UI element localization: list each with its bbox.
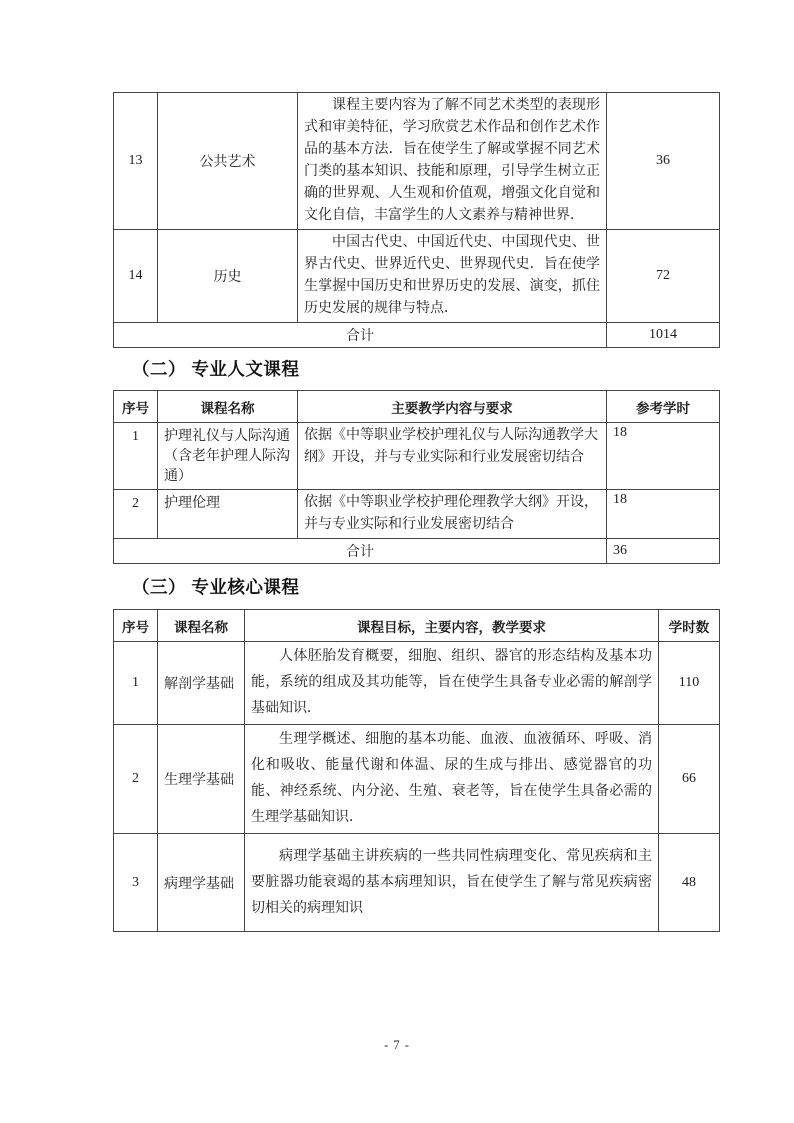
col-header-no: 序号: [114, 391, 158, 423]
course-name: 公共艺术: [158, 93, 298, 230]
course-content: [245, 834, 659, 932]
course-hours: 66: [659, 725, 720, 834]
col-header-hours: 参考学时: [607, 391, 720, 423]
course-content: 依据《中等职业学校护理伦理教学大纲》开设，并与专业实际和行业发展密切结合: [298, 490, 607, 539]
course-content-text: 病理学基础主讲疾病的一些共同性病理变化、常见疾病和主要脏器功能衰竭的基本病理知识，旨在使学生了解与常见疾病密切相关的病理知识: [251, 848, 652, 916]
header-row: [114, 391, 720, 423]
table-row: [114, 230, 720, 323]
core-courses-table: [113, 609, 720, 932]
section-title-humanities: （二） 专业人文课程: [132, 359, 300, 379]
total-label: 合计: [114, 539, 607, 564]
course-hours: 48: [659, 834, 720, 932]
course-hours: 110: [659, 642, 720, 725]
total-hours: 36: [607, 539, 720, 564]
course-content-text: 中国古代史、中国近代史、中国现代史、世界古代史、世界近代史、世界现代史．旨在使学生掌握中国历史和世界历史的发展、演变，抓住历史发展的规律与特点．: [304, 235, 600, 316]
header-row: [114, 610, 720, 642]
col-header-content: 主要教学内容与要求: [298, 391, 607, 423]
col-header-name: 课程名称: [158, 391, 298, 423]
total-row: [114, 323, 720, 348]
public-basic-courses-table: [113, 92, 720, 348]
course-no: 2: [114, 490, 158, 539]
course-no: 1: [114, 423, 158, 490]
course-hours: 18: [607, 423, 720, 490]
course-name: 解剖学基础: [158, 642, 245, 725]
table-row: [114, 490, 720, 539]
course-hours: 72: [607, 230, 720, 323]
total-row: [114, 539, 720, 564]
table-row: [114, 423, 720, 490]
col-header-content: 课程目标，主要内容，教学要求: [245, 610, 659, 642]
course-no: 13: [114, 93, 158, 230]
course-content: [245, 725, 659, 834]
course-content: [298, 230, 607, 323]
total-label: 合计: [114, 323, 607, 348]
col-header-hours: 学时数: [659, 610, 720, 642]
total-hours: 1014: [607, 323, 720, 348]
course-content: 依据《中等职业学校护理礼仪与人际沟通教学大纲》开设，并与专业实际和行业发展密切结合: [298, 423, 607, 490]
course-no: 1: [114, 642, 158, 725]
course-no: 2: [114, 725, 158, 834]
page-content: [113, 0, 719, 932]
course-name: 历史: [158, 230, 298, 323]
page-number: - 7 -: [384, 1038, 410, 1052]
section-title-core: （三） 专业核心课程: [132, 577, 300, 597]
course-content-text: 生理学概述、细胞的基本功能、血液、血液循环、呼吸、消化和吸收、能量代谢和体温、尿的生成与排出、感觉器官的功能、神经系统、内分泌、生殖、衰老等，旨在使学生具备必需的生理学基础知识．: [251, 732, 652, 825]
table-row: [114, 725, 720, 834]
table-row: [114, 93, 720, 230]
course-content: [245, 642, 659, 725]
course-no: 3: [114, 834, 158, 932]
course-name: 护理伦理: [158, 490, 298, 539]
course-no: 14: [114, 230, 158, 323]
table-row: [114, 642, 720, 725]
course-content-text: 课程主要内容为了解不同艺术类型的表现形式和审美特征，学习欣赏艺术作品和创作艺术作品的基本方法．旨在使学生了解或掌握不同艺术门类的基本知识、技能和原理，引导学生树立正确的世界观、人生观和价值观，增强文化自觉和文化自信，丰富学生的人文素养与精神世界．: [304, 98, 600, 223]
course-hours: 18: [607, 490, 720, 539]
course-name: 病理学基础: [158, 834, 245, 932]
course-name: 生理学基础: [158, 725, 245, 834]
course-hours: 36: [607, 93, 720, 230]
humanities-courses-table: [113, 390, 720, 564]
course-name: 护理礼仪与人际沟通（含老年护理人际沟通）: [158, 423, 298, 490]
course-content: [298, 93, 607, 230]
col-header-no: 序号: [114, 610, 158, 642]
table-row: [114, 834, 720, 932]
course-content-text: 人体胚胎发育概要，细胞、组织、器官的形态结构及基本功能，系统的组成及其功能等，旨在使学生具备专业必需的解剖学基础知识．: [251, 649, 652, 716]
col-header-name: 课程名称: [158, 610, 245, 642]
